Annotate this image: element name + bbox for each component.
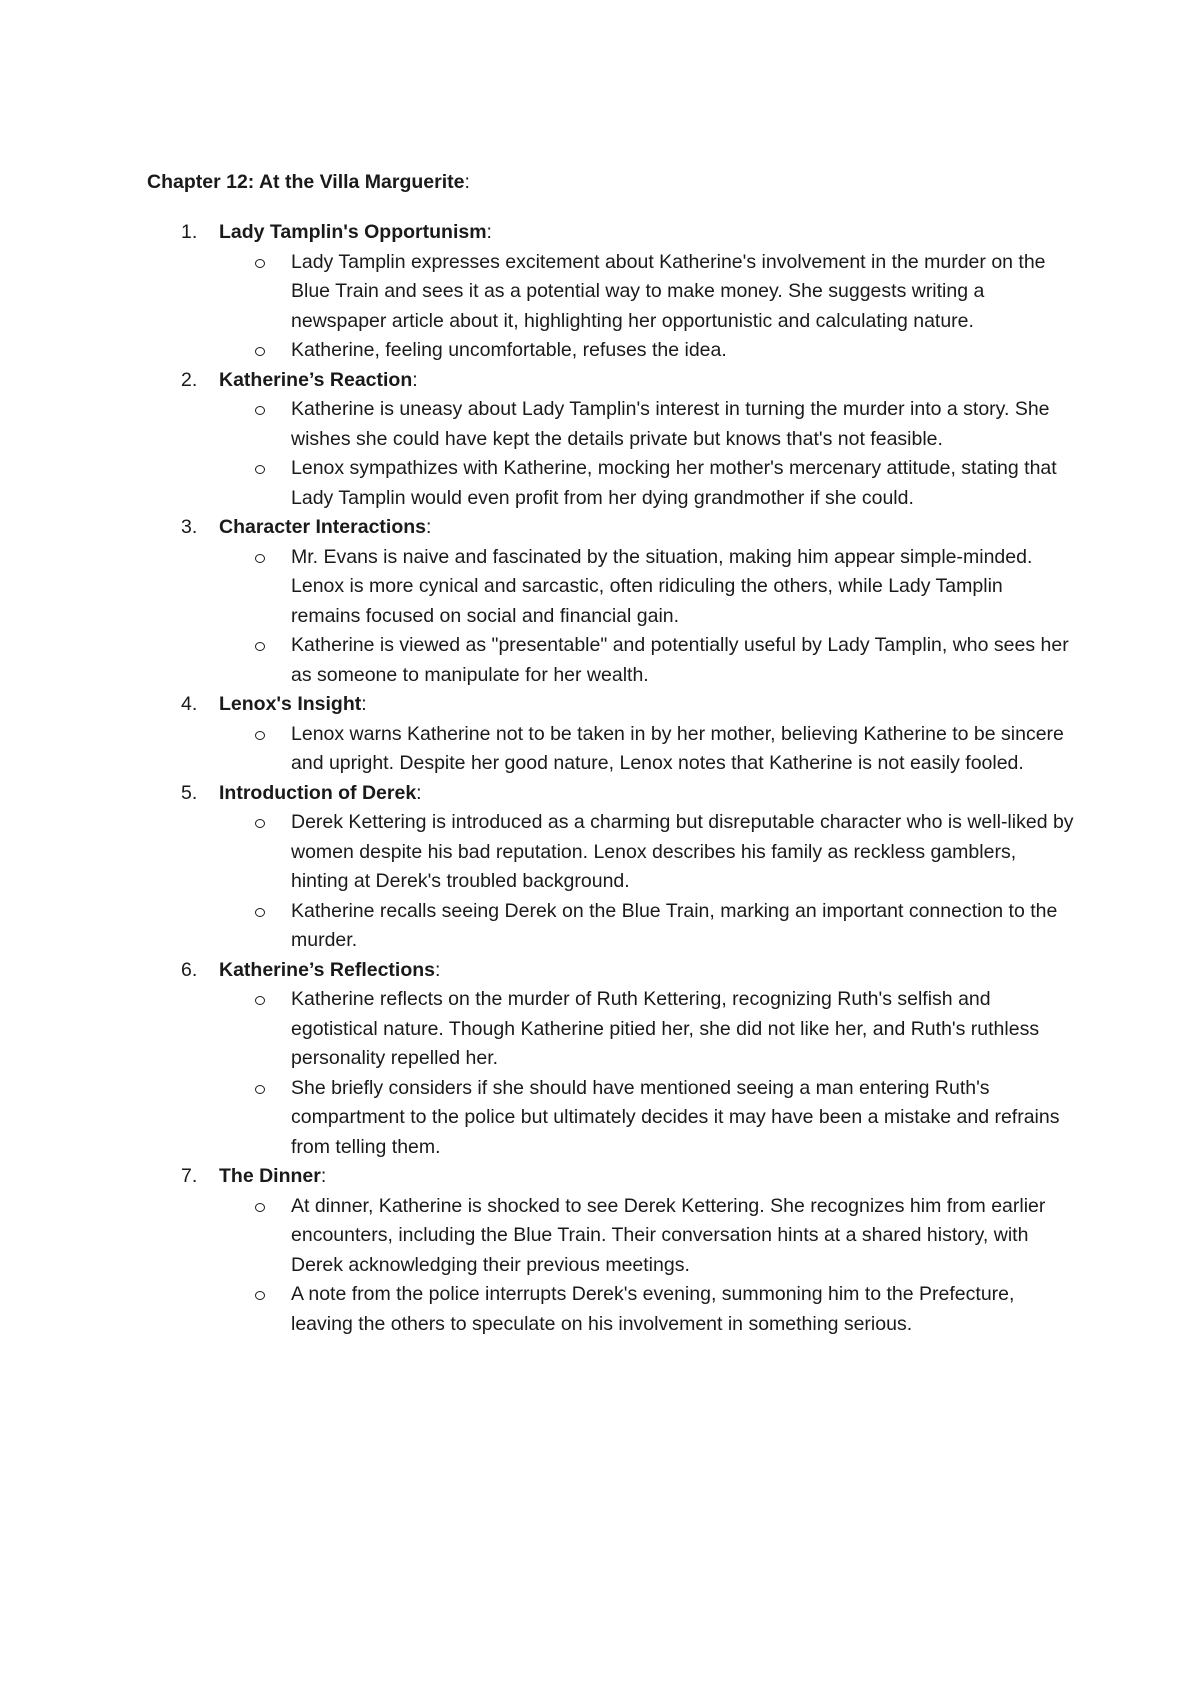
hollow-circle-bullet-icon <box>255 406 265 415</box>
section-item <box>147 513 1077 690</box>
bullet-list <box>219 1192 1077 1340</box>
bullet-text: At dinner, Katherine is shocked to see Derek Kettering. She recognizes him from earlier encounters, including the Blue Train. Their conversation hints at a shared history, with Derek acknowledging their previous meetings. <box>291 1194 1046 1276</box>
section-heading <box>219 513 1077 543</box>
section-heading <box>219 956 1077 986</box>
section-number: 5. <box>181 781 198 804</box>
bullet-list <box>219 808 1077 956</box>
section-list <box>147 218 1077 1339</box>
bullet-point <box>219 1280 1077 1339</box>
section-item <box>147 779 1077 956</box>
section-heading-text: Lady Tamplin's Opportunism <box>219 221 487 243</box>
chapter-title <box>147 168 1077 197</box>
section-heading-colon: : <box>426 516 432 538</box>
section-heading <box>219 366 1077 396</box>
section-heading-colon: : <box>435 958 441 981</box>
hollow-circle-bullet-icon <box>255 819 265 828</box>
hollow-circle-bullet-icon <box>255 465 265 474</box>
section-heading-colon: : <box>320 1165 327 1187</box>
bullet-text: Katherine is uneasy about Lady Tamplin's interest in turning the murder into a story. She wishes she could have kept the details private but knows that's not feasible. <box>291 398 1050 450</box>
section-heading-text: Katherine’s Reaction <box>219 368 413 391</box>
bullet-text: She briefly considers if she should have mentioned seeing a man entering Ruth's compartment to the police but ultimately decides it may have been a mistake and refrains from telling them. <box>291 1076 1060 1158</box>
section-heading-text: Character Interactions <box>219 516 426 538</box>
bullet-point <box>219 985 1077 1074</box>
bullet-point <box>219 808 1077 897</box>
section-heading <box>219 1162 1077 1192</box>
bullet-text: Mr. Evans is naive and fascinated by the situation, making him appear simple-minded. Lenox is more cynical and sarcastic, often ridiculing the others, while Lady Tamplin remains focused on social and financial gain. <box>291 545 1033 627</box>
bullet-list <box>219 395 1077 513</box>
chapter-title-text: Chapter 12: At the Villa Marguerite <box>147 171 465 193</box>
section-heading <box>219 218 1077 248</box>
bullet-point <box>219 543 1077 632</box>
hollow-circle-bullet-icon <box>255 996 265 1005</box>
hollow-circle-bullet-icon <box>255 1085 265 1094</box>
hollow-circle-bullet-icon <box>255 347 265 356</box>
section-heading-colon: : <box>486 221 492 243</box>
bullet-point <box>219 897 1077 956</box>
bullet-point <box>219 631 1077 690</box>
section-heading <box>219 779 1077 809</box>
hollow-circle-bullet-icon <box>255 731 265 740</box>
section-number: 1. <box>181 221 198 243</box>
bullet-point <box>219 395 1077 454</box>
hollow-circle-bullet-icon <box>255 554 265 563</box>
section-heading-text: Lenox's Insight <box>219 693 362 715</box>
section-heading-colon: : <box>416 781 422 804</box>
hollow-circle-bullet-icon <box>255 642 265 651</box>
bullet-point <box>219 248 1077 337</box>
bullet-list <box>219 543 1077 691</box>
bullet-point <box>219 454 1077 513</box>
section-heading <box>219 690 1077 720</box>
bullet-text: Lenox warns Katherine not to be taken in by her mother, believing Katherine to be sincere and upright. Despite her good nature, Lenox notes that Katherine is not easily fooled. <box>291 722 1064 774</box>
section-item <box>147 1162 1077 1339</box>
section-number: 3. <box>181 516 198 538</box>
hollow-circle-bullet-icon <box>255 1203 265 1212</box>
bullet-point <box>219 1074 1077 1163</box>
bullet-text: Katherine reflects on the murder of Ruth Kettering, recognizing Ruth's selfish and egotistical nature. Though Katherine pitied her, she did not like her, and Ruth's ruthless personality repelled her. <box>291 988 1040 1069</box>
bullet-text: Derek Kettering is introduced as a charming but disreputable character who is well-liked by women despite his bad reputation. Lenox describes his family as reckless gamblers, hinting at Derek's troubled background. <box>291 811 1074 892</box>
bullet-text: Katherine recalls seeing Derek on the Blue Train, marking an important connection to the murder. <box>291 899 1058 951</box>
section-item <box>147 956 1077 1163</box>
document-page <box>147 168 1077 1339</box>
section-heading-text: Katherine’s Reflections <box>219 958 436 981</box>
section-heading-colon: : <box>361 693 367 715</box>
section-number: 4. <box>181 693 198 715</box>
bullet-point <box>219 336 1077 366</box>
bullet-point <box>219 720 1077 779</box>
section-number: 2. <box>181 368 198 391</box>
section-item <box>147 690 1077 779</box>
bullet-text: A note from the police interrupts Derek's evening, summoning him to the Prefecture, leaving the others to speculate on his involvement in something serious. <box>291 1283 1015 1335</box>
bullet-text: Lenox sympathizes with Katherine, mocking her mother's mercenary attitude, stating that Lady Tamplin would even profit from her dying grandmother if she could. <box>291 457 1057 509</box>
section-heading-text: Introduction of Derek <box>219 781 417 804</box>
bullet-text: Lady Tamplin expresses excitement about Katherine's involvement in the murder on the Blue Train and sees it as a potential way to make money. She suggests writing a newspaper article about it, highlighting her opportunistic and calculating nature. <box>291 250 1046 332</box>
section-number: 6. <box>181 958 198 981</box>
hollow-circle-bullet-icon <box>255 1291 265 1300</box>
section-number: 7. <box>181 1165 198 1187</box>
bullet-point <box>219 1192 1077 1281</box>
hollow-circle-bullet-icon <box>255 908 265 917</box>
bullet-list <box>219 248 1077 366</box>
section-heading-text: The Dinner <box>219 1165 321 1187</box>
chapter-title-colon: : <box>464 171 470 193</box>
hollow-circle-bullet-icon <box>255 259 265 268</box>
bullet-list <box>219 985 1077 1162</box>
bullet-text: Katherine is viewed as "presentable" and potentially useful by Lady Tamplin, who sees her as someone to manipulate for her wealth. <box>291 634 1069 686</box>
section-heading-colon: : <box>412 368 418 391</box>
bullet-list <box>219 720 1077 779</box>
section-item <box>147 218 1077 366</box>
section-item <box>147 366 1077 514</box>
bullet-text: Katherine, feeling uncomfortable, refuses the idea. <box>291 339 727 361</box>
